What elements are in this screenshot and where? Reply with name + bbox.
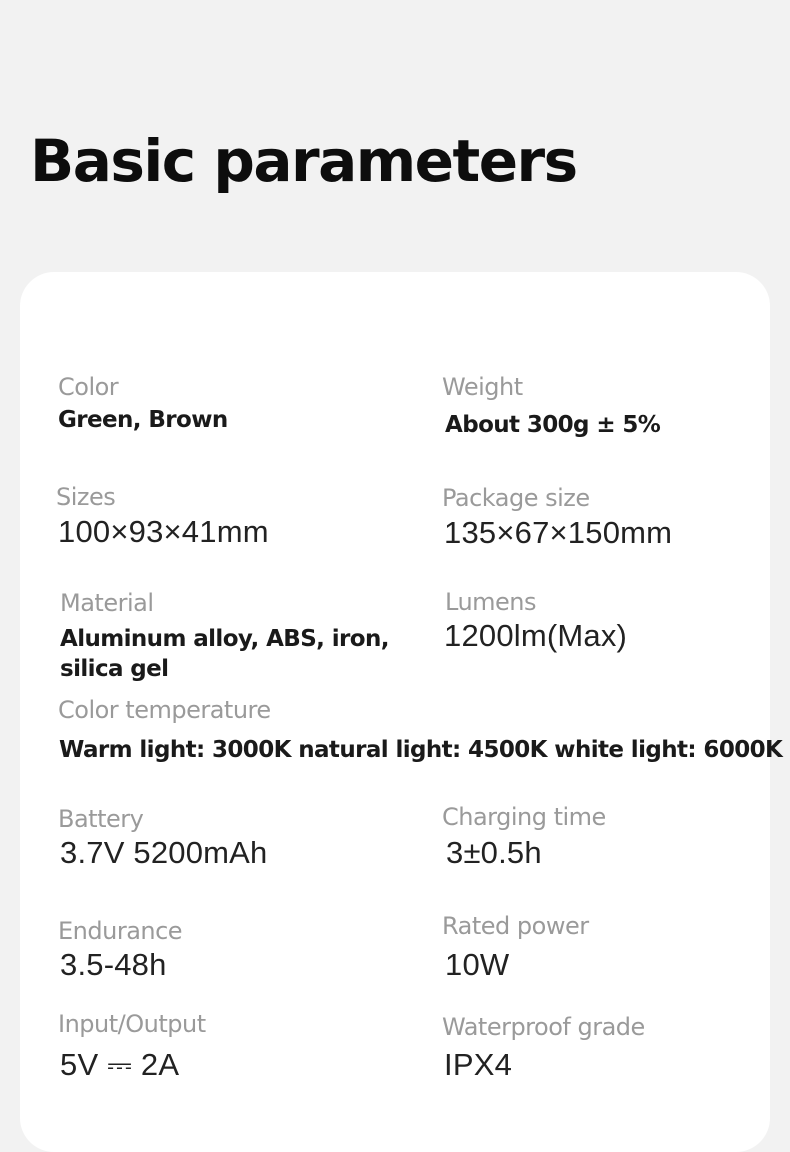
spec-value: 10W — [445, 947, 510, 982]
spec-label: Sizes — [56, 483, 116, 511]
spec-value: Warm light: 3000K natural light: 4500K white light: 6000K — [59, 737, 783, 763]
spec-label: Material — [60, 589, 154, 617]
spec-label: Rated power — [442, 912, 589, 940]
spec-label: Input/Output — [58, 1010, 206, 1038]
spec-value: 3±0.5h — [446, 835, 542, 870]
spec-value: 100×93×41mm — [58, 514, 269, 549]
spec-rated-power — [442, 911, 589, 980]
spec-sizes — [56, 482, 269, 547]
spec-battery — [58, 804, 268, 868]
spec-label: Charging time — [442, 803, 606, 831]
spec-value: 135×67×150mm — [444, 515, 673, 550]
spec-label: Weight — [442, 373, 523, 401]
page-title: Basic parameters — [30, 127, 577, 195]
spec-lumens — [445, 587, 627, 651]
spec-label: Package size — [442, 484, 590, 512]
spec-color-temperature — [58, 695, 782, 765]
spec-value: 5V ⎓ 2A — [60, 1047, 180, 1082]
spec-waterproof-grade — [442, 1012, 645, 1080]
spec-color — [58, 372, 228, 435]
spec-label: Lumens — [445, 588, 537, 616]
spec-card — [20, 272, 783, 1152]
spec-input-output — [58, 1009, 206, 1080]
spec-label: Color — [58, 373, 119, 401]
spec-value: 3.5-48h — [60, 947, 167, 982]
spec-package-size — [442, 483, 672, 548]
spec-material — [60, 588, 390, 684]
spec-value: 3.7V 5200mAh — [60, 835, 268, 870]
spec-weight — [442, 372, 660, 440]
spec-value: About 300g ± 5% — [445, 412, 661, 438]
spec-label: Color temperature — [58, 696, 271, 724]
spec-value: IPX4 — [444, 1047, 513, 1082]
spec-value: Aluminum alloy, ABS, iron, silica gel — [60, 626, 389, 682]
spec-charging-time — [442, 802, 606, 868]
spec-value: Green, Brown — [58, 407, 228, 433]
spec-label: Waterproof grade — [442, 1013, 645, 1041]
spec-label: Endurance — [58, 917, 183, 945]
spec-label: Battery — [58, 805, 144, 833]
spec-value: 1200lm(Max) — [444, 618, 628, 653]
spec-endurance — [58, 916, 182, 980]
